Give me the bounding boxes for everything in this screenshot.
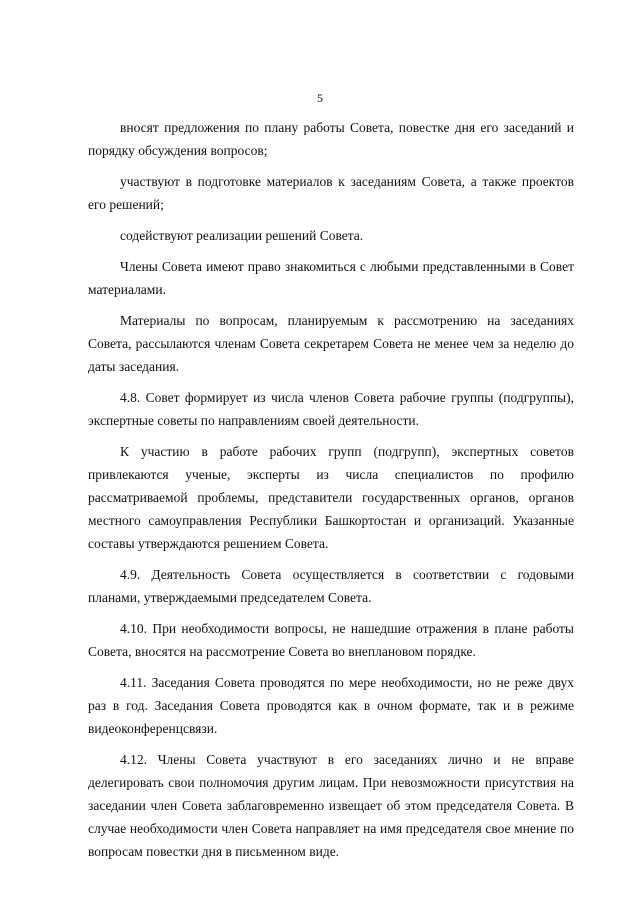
paragraph-materials-distribution: Материалы по вопросам, планируемым к рассмотрению на заседаниях Совета, рассылаются членам Совета секретарем Совета не менее чем за неделю до даты заседания. — [88, 313, 574, 374]
document-body — [88, 116, 574, 863]
paragraph-4-9: 4.9. Деятельность Совета осуществляется в соответствии с годовыми планами, утверждаемыми председателем Совета. — [88, 567, 574, 605]
paragraph-working-groups: К участию в работе рабочих групп (подгрупп), экспертных советов привлекаются ученые, эксперты из числа специалистов по профилю рассматриваемой проблемы, представители государственных органов, органов местного самоуправления Республики Башкортостан и организаций. Указанные составы утверждаются решением Совета. — [88, 444, 574, 551]
paragraph-implementation: содействуют реализации решений Совета. — [120, 228, 364, 243]
paragraph-proposals: вносят предложения по плану работы Совета, повестке дня его заседаний и порядку обсуждения вопросов; — [88, 120, 574, 158]
paragraph-participation: участвуют в подготовке материалов к заседаниям Совета, а также проектов его решений; — [88, 174, 574, 212]
paragraph-access-materials: Члены Совета имеют право знакомиться с любыми представленными в Совет материалами. — [88, 259, 574, 297]
paragraph-4-12: 4.12. Члены Совета участвуют в его заседаниях лично и не вправе делегировать свои полномочия другим лицам. При невозможности присутствия на заседании член Совета заблаговременно извещает об этом председателя Совета. В случае необходимости член Совета направляет на имя председателя свое мнение по вопросам повестки дня в письменном виде. — [88, 752, 574, 859]
paragraph-4-10: 4.10. При необходимости вопросы, не нашедшие отражения в плане работы Совета, вносятся на рассмотрение Совета во внеплановом порядке. — [88, 621, 574, 659]
paragraph-4-8: 4.8. Совет формирует из числа членов Совета рабочие группы (подгруппы), экспертные советы по направлениям своей деятельности. — [88, 390, 574, 428]
page-number: 5 — [317, 91, 323, 105]
paragraph-4-11: 4.11. Заседания Совета проводятся по мере необходимости, но не реже двух раз в год. Заседания Совета проводятся как в очном формате, так и в режиме видеоконференцсвязи. — [88, 675, 574, 736]
